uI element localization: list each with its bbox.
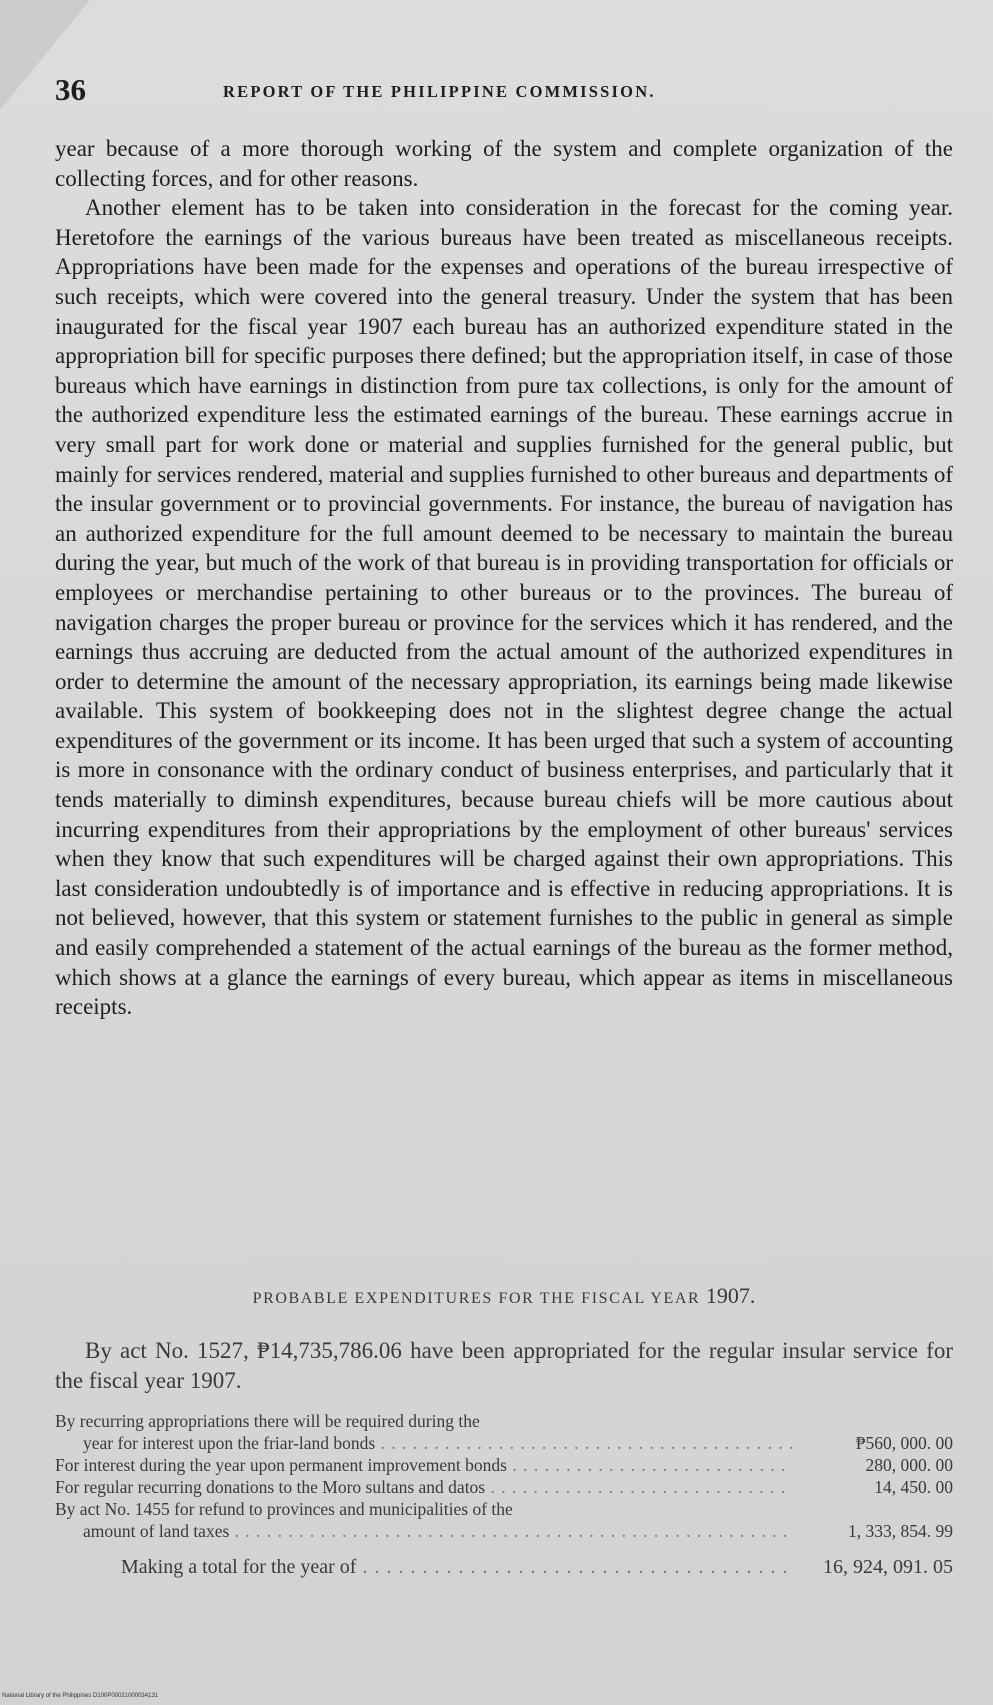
ledger-label-line1: For regular recurring donations to the Moro sultans and datos: [55, 1477, 486, 1497]
ledger-amount: ₱560, 000. 00: [855, 1433, 953, 1453]
page-header: [55, 72, 955, 112]
ledger-total-row: [55, 1556, 953, 1578]
paragraph-continuation: year because of a more thorough working of the system and complete organization of the collecting forces, and for other reasons.: [55, 136, 953, 191]
ledger-amount: 280, 000. 00: [865, 1455, 953, 1475]
ledger-total-label: Making a total for the year of: [121, 1556, 357, 1578]
ledger-amount: 14, 450. 00: [874, 1477, 953, 1497]
section-intro: By act No. 1527, ₱14,735,786.06 have been appropriated for the regular insular service for the fiscal year 1907.: [55, 1338, 953, 1393]
section-heading-text: PROBABLE EXPENDITURES FOR THE FISCAL YEAR: [252, 1290, 701, 1307]
paragraph-forecast: Another element has to be taken into consideration in the forecast for the coming year. Heretofore the earnings of the various bureaus have been treated as miscellaneous receipts. Appropriations have been made for the expenses and operations of the bureau irrespective of such receipts, which were covered into the general treasury. Under the system that has been inaugurated for the fiscal year 1907 each bureau has an authorized expenditure stated in the appropriation bill for specific purposes there defined; but the appropriation itself, in case of those bureaus which have earnings in distinction from pure tax collections, is only for the amount of the authorized expenditure less the estimated earnings of the bureau. These earnings accrue in very small part for work done or material and supplies furnished for the general public, but mainly for services rendered, material and supplies furnished to other bureaus and departments of the insular government or to provincial governments. For instance, the bureau of navigation has an authorized expenditure for the full amount deemed to be necessary to maintain the bureau during the year, but much of the work of that bureau is in providing transportation for officials or employees or merchandise pertaining to other bureaus or to the provinces. The bureau of navigation charges the proper bureau or province for the services which it has rendered, and the earnings thus accruing are deducted from the actual amount of the authorized expenditures in order to determine the amount of the necessary appropriation, its earnings being made likewise available. This system of bookkeeping does not in the slightest degree change the actual expenditures of the government or its income. It has been urged that such a system of accounting is more in consonance with the ordinary conduct of business enterprises, and particularly that it tends materially to diminsh expenditures, because bureau chiefs will be more cautious about incurring expenditures from their appropriations by the employment of other bureaus' services when they know that such expenditures will be charged against their own appropriations. This last consideration undoubtedly is of importance and is effective in reducing appropriations. It is not believed, however, that this system or statement furnishes to the public in general as simple and easily comprehended a statement of the actual earnings of the bureau as the former method, which shows at a glance the earnings of every bureau, which appear as items in miscellaneous receipts.: [55, 195, 953, 1020]
section-heading-year: 1907.: [705, 1283, 756, 1308]
ledger-label-line2: amount of land taxes: [83, 1521, 230, 1541]
ledger-label-line2: year for interest upon the friar-land bonds: [83, 1433, 376, 1453]
section-heading: [55, 1283, 953, 1309]
ledger-label-line1: By act No. 1455 for refund to provinces and municipalities of the: [55, 1499, 513, 1519]
ledger-row: [55, 1410, 953, 1454]
ledger-label-line1: For interest during the year upon permanent improvement bonds: [55, 1455, 507, 1475]
running-head: REPORT OF THE PHILIPPINE COMMISSION.: [223, 82, 656, 101]
ledger-label-line1: By recurring appropriations there will be required during the: [55, 1411, 480, 1431]
page-number: 36: [55, 72, 86, 107]
ledger-row: [55, 1498, 953, 1542]
expenditure-ledger: [55, 1410, 953, 1578]
body-text: [55, 134, 953, 1022]
ledger-row: [55, 1476, 953, 1498]
ledger-amount: 1, 333, 854. 99: [848, 1521, 953, 1541]
scan-credit: National Library of the Philippines D100P00021000034131: [2, 1693, 159, 1699]
ledger-total-amount: 16, 924, 091. 05: [823, 1556, 953, 1578]
ledger-row: [55, 1454, 953, 1476]
